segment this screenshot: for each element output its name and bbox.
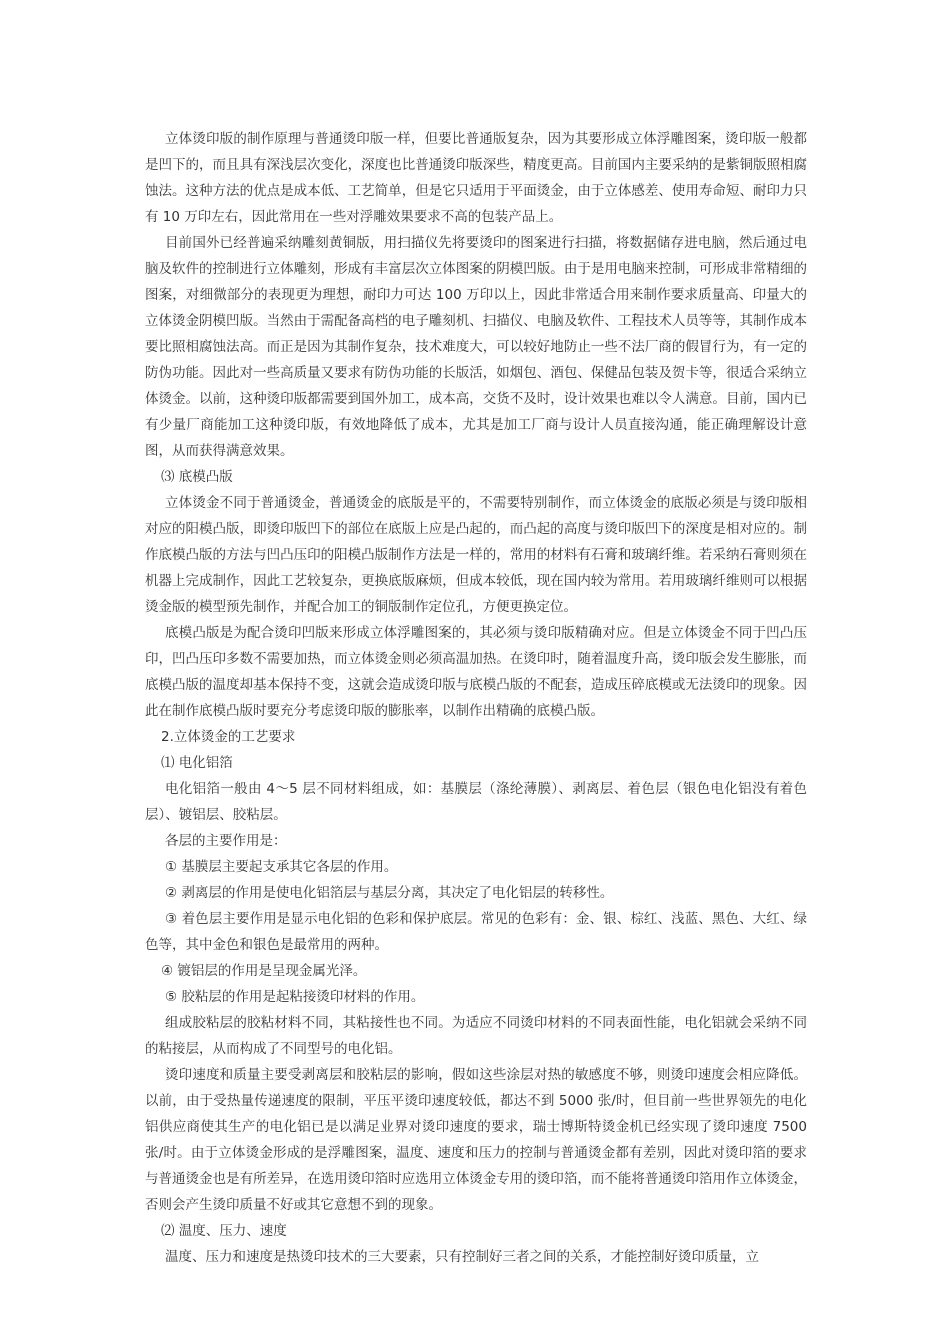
list-item-release-layer: ② 剥离层的作用是使电化铝箔层与基层分离，其决定了电化铝层的转移性。 (165, 885, 614, 901)
heading-counter-die: ⑶ 底模凸版 (161, 469, 233, 485)
paragraph-counter-die-matching: 底模凸版是为配合烫印凹版来形成立体浮雕图案的，其必须与烫印版精确对应。但是立体烫金不同于凹凸压印，凹凸压印多数不需要加热，而立体烫金则必须高温加热。在烫印时，随着温度升高，烫印版会发生膨胀，而底模凸版的温度却基本保持不变，这就会造成烫印版与底模凸版的不配套，造成压碎底模或无法烫印的现象。因此在制作底模凸版时要充分考虑烫印版的膨胀率，以制作出精确的底模凸版。 (145, 625, 807, 719)
paragraph-engraved-brass: 目前国外已经普遍采纳雕刻黄铜版，用扫描仪先将要烫印的图案进行扫描，将数据储存进电脑，然后通过电脑及软件的控制进行立体雕刻，形成有丰富层次立体图案的阴模凹版。由于是用电脑来控制，可形成非常精细的图案，对细微部分的表现更为理想，耐印力可达 100 万印以上，因此非常适合用来制作要求质量高、印量大的立体烫金阴模凹版。当然由于需配备高档的电子雕刻机、扫描仪、电脑及软件、工程技术人员等等，其制作成本要比照相腐蚀法高。而正是因为其制作复杂，技术难度大，可以较好地防止一些不法厂商的假冒行为，有一定的防伪功能。因此对一些高质量又要求有防伪功能的长版活，如烟包、酒包、保健品包装及贺卡等，很适合采纳立体烫金。以前，这种烫印版都需要到国外加工，成本高，交货不及时，设计效果也难以令人满意。目前，国内已有少量厂商能加工这种烫印版，有效地降低了成本，尤其是加工厂商与设计人员直接沟通，能正确理解设计意图，从而获得满意效果。 (145, 235, 807, 459)
heading-temperature-pressure-speed: ⑵ 温度、压力、速度 (161, 1223, 287, 1239)
paragraph-adhesive-types: 组成胶粘层的胶粘材料不同，其粘接性也不同。为适应不同烫印材料的不同表面性能，电化铝就会采纳不同的粘接层，从而构成了不同型号的电化铝。 (145, 1015, 807, 1057)
list-item-adhesive-layer: ⑤ 胶粘层的作用是起粘接烫印材料的作用。 (165, 989, 425, 1005)
list-item-color-layer: ③ 着色层主要作用是显示电化铝的色彩和保护底层。常见的色彩有：金、银、棕红、浅蓝、黑色、大红、绿色等，其中金色和银色是最常用的两种。 (145, 911, 807, 953)
list-item-base-film: ① 基膜层主要起支承其它各层的作用。 (165, 859, 398, 875)
heading-process-requirements: 2.立体烫金的工艺要求 (161, 729, 296, 745)
paragraph-plate-principle: 立体烫印版的制作原理与普通烫印版一样，但要比普通版复杂，因为其要形成立体浮雕图案，烫印版一般都是凹下的，而且具有深浅层次变化，深度也比普通烫印版深些，精度更高。目前国内主要采纳的是紫铜版照相腐蚀法。这种方法的优点是成本低、工艺简单，但是它只适用于平面烫金，由于立体感差、使用寿命短、耐印力只有 10 万印左右，因此常用在一些对浮雕效果要求不高的包装产品上。 (145, 131, 807, 225)
heading-foil: ⑴ 电化铝箔 (161, 755, 233, 771)
paragraph-layer-roles-intro: 各层的主要作用是： (165, 833, 287, 849)
paragraph-stamping-speed: 烫印速度和质量主要受剥离层和胶粘层的影响，假如这些涂层对热的敏感度不够，则烫印速度会相应降低。以前，由于受热量传递速度的限制，平压平烫印速度较低，都达不到 5000 张/时，但目前一些世界领先的电化铝供应商使其生产的电化铝已是以满足业界对烫印速度的要求，瑞士博斯特烫金机已经实现了烫印速度 7500 张/时。由于立体烫金形成的是浮雕图案，温度、速度和压力的控制与普通烫金都有差别，因此对烫印箔的要求与普通烫金也是有所差异，在选用烫印箔时应选用立体烫金专用的烫印箔，而不能将普通烫印箔用作立体烫金，否则会产生烫印质量不好或其它意想不到的现象。 (145, 1067, 807, 1213)
list-item-aluminum-layer: ④ 镀铝层的作用是呈现金属光泽。 (161, 963, 367, 979)
paragraph-counter-die-method: 立体烫金不同于普通烫金，普通烫金的底版是平的，不需要特别制作，而立体烫金的底版必须是与烫印版相对应的阳模凸版，即烫印版凹下的部位在底版上应是凸起的，而凸起的高度与烫印版凹下的深度是相对应的。制作底模凸版的方法与凹凸压印的阳模凸版制作方法是一样的，常用的材料有石膏和玻璃纤维。若采纳石膏则须在机器上完成制作，因此工艺较复杂，更换底版麻烦，但成本较低，现在国内较为常用。若用玻璃纤维则可以根据烫金版的模型预先制作，并配合加工的铜版制作定位孔，方便更换定位。 (145, 495, 807, 615)
document-body (145, 126, 807, 1270)
paragraph-foil-layers: 电化铝箔一般由 4～5 层不同材料组成，如：基膜层（涤纶薄膜）、剥离层、着色层（银色电化铝没有着色层）、镀铝层、胶粘层。 (145, 781, 807, 823)
paragraph-three-factors: 温度、压力和速度是热烫印技术的三大要素，只有控制好三者之间的关系，才能控制好烫印质量，立 (165, 1249, 759, 1265)
